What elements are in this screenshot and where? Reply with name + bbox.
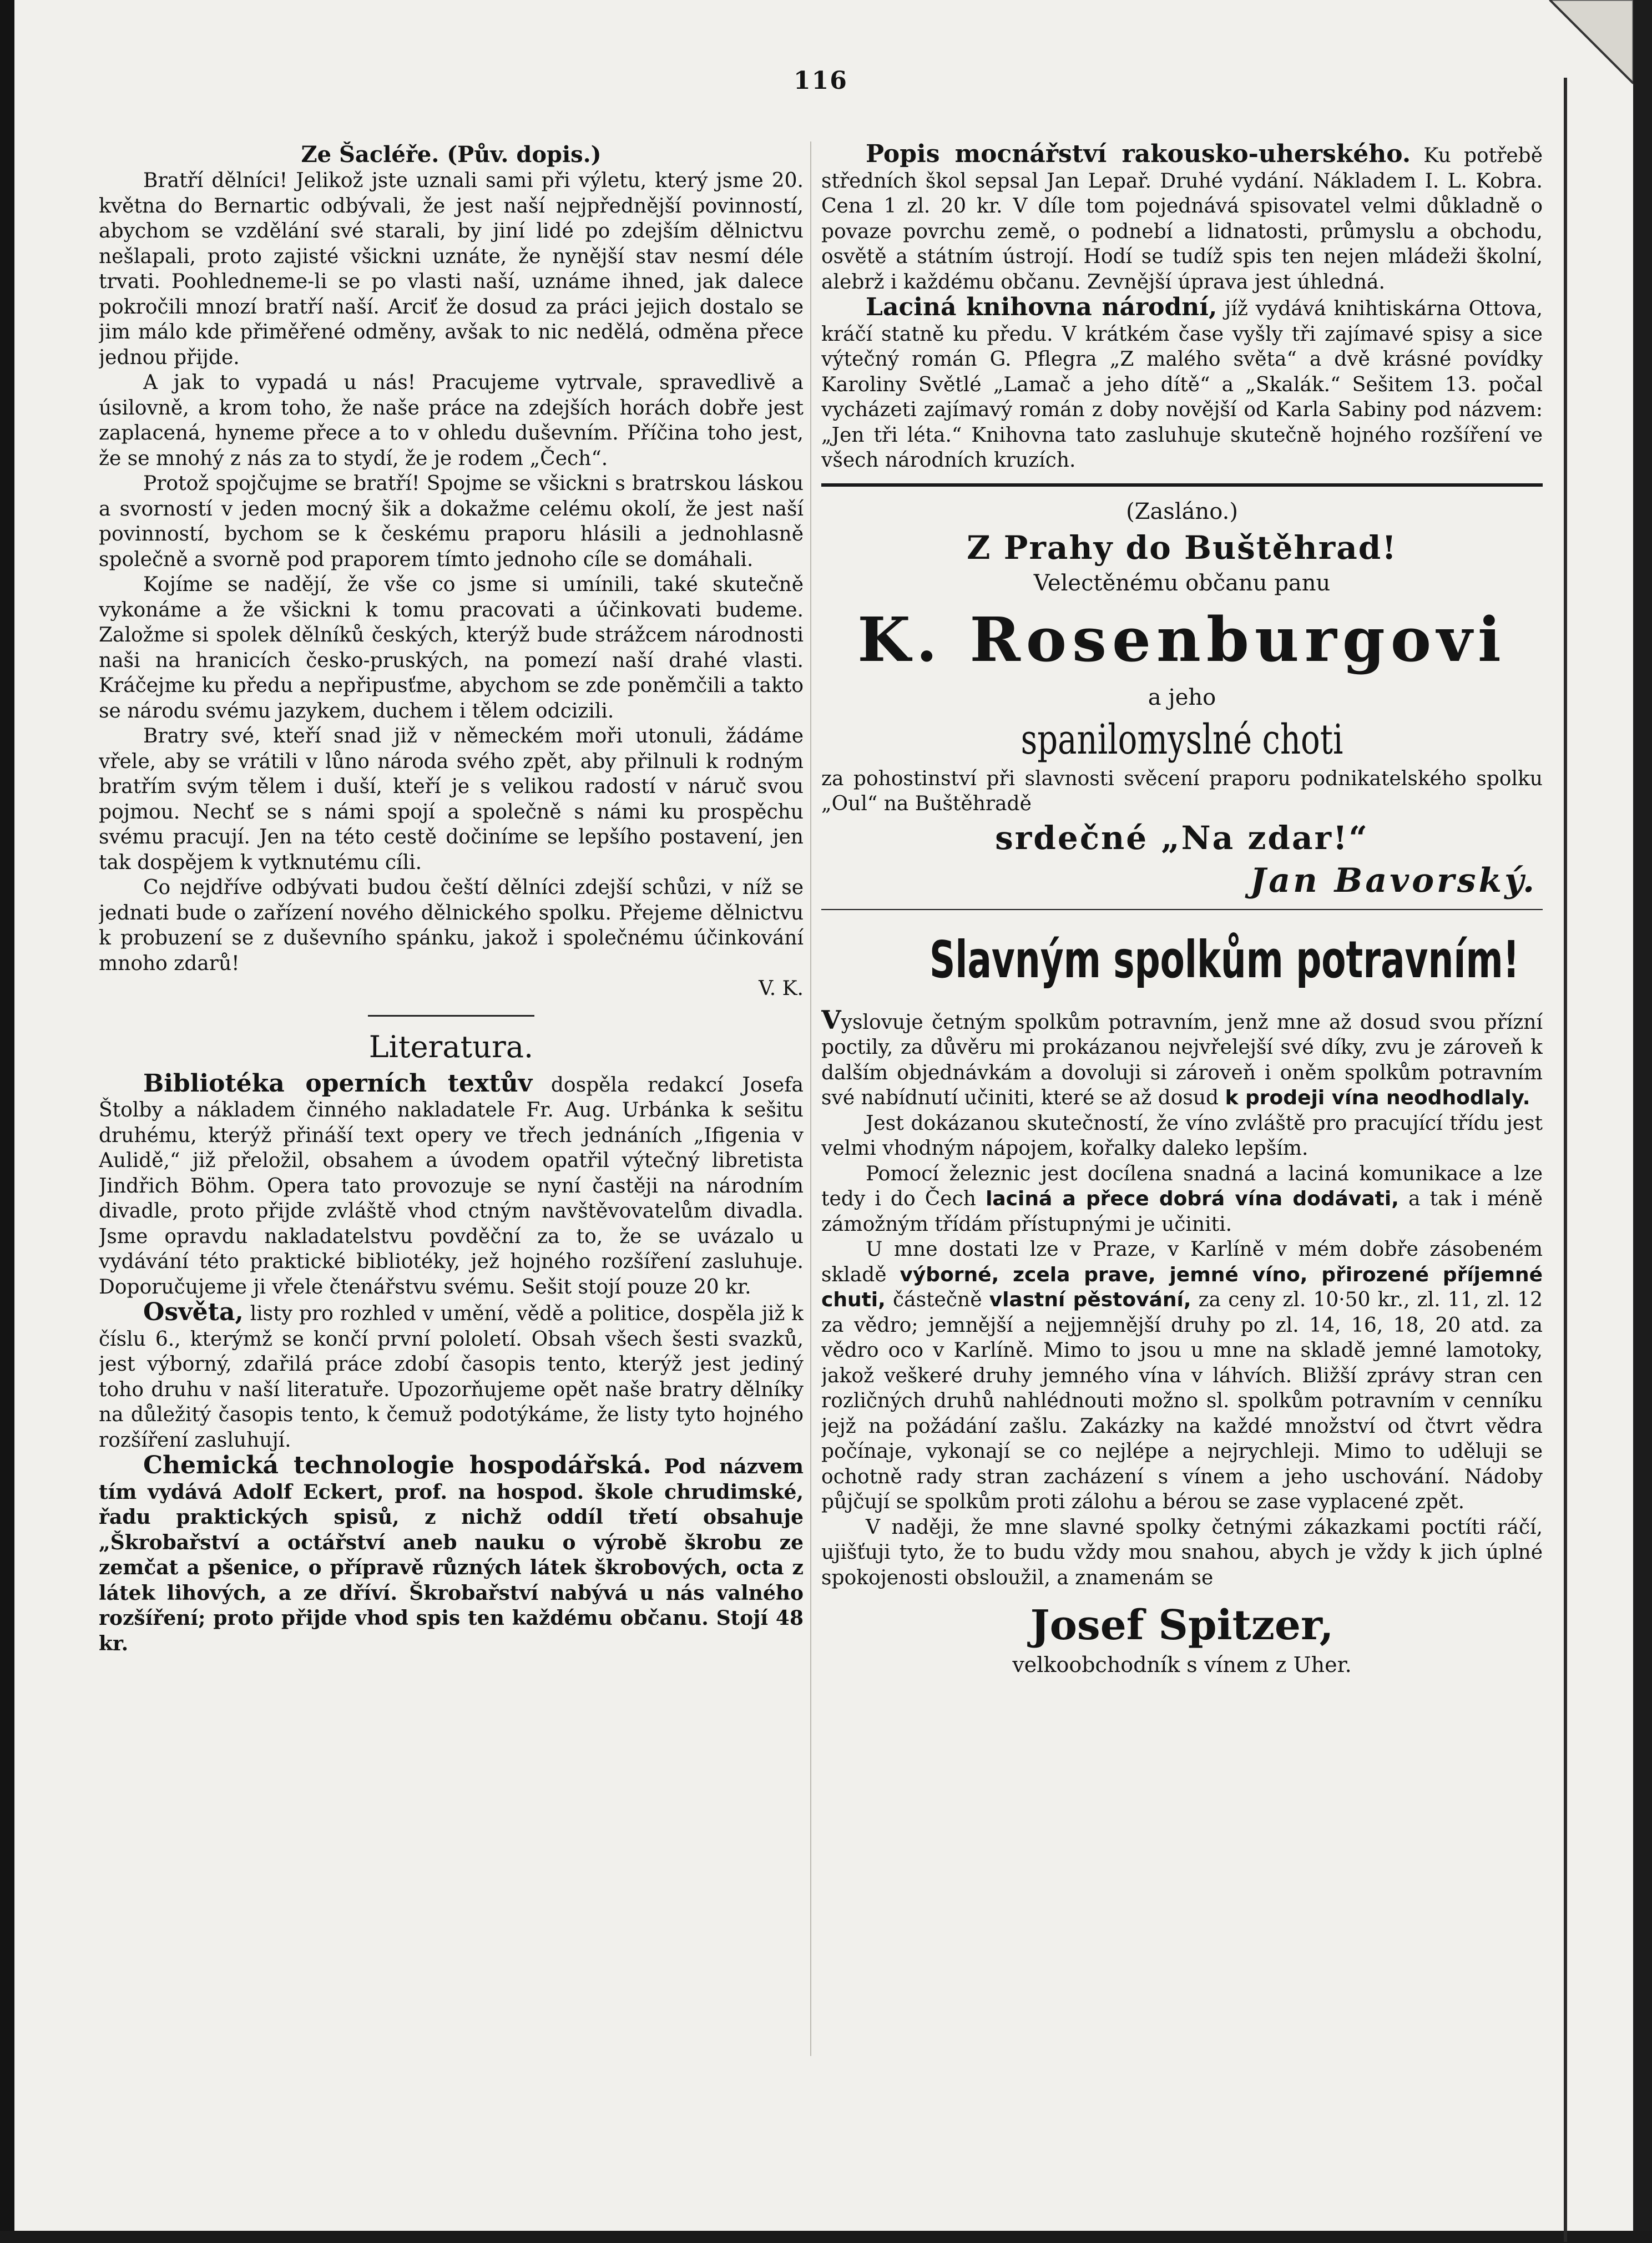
ad-text: Pomocí železnic jest docílena snadná a laciná komunikace a lze tedy i do Čech	[821, 1162, 1543, 1210]
notice-lead: Popis mocnářství rakousko-uherského.	[866, 142, 1411, 168]
wine-advertisement	[821, 927, 1543, 1679]
scan-border-bottom	[0, 2231, 1652, 2243]
section-rule	[821, 483, 1543, 487]
left-column	[99, 142, 804, 2189]
ad-text: a tak i méně zámožným třídám přístupnými je učiniti.	[821, 1188, 1543, 1236]
literature-entry	[99, 1071, 804, 1300]
folded-corner	[1539, 0, 1633, 94]
notice-text: jíž vydává knihtiskárna Ottova, kráčí statně ku předu. V krátkém čase vyšly tři zajímavé spisy a sice výtečný román G. Pflegra „Z malého světa“ a dvě krásné povídky Karoliny Světlé „Lamač a jeho dítě“ a „Skalák.“ Sešitem 13. počal vycházeti zajímavý román z doby novější od Karla Sabiny pod názvem: „Jen tři léta.“ Knihovna tato zasluhuje skutečně hojného rozšíření ve všech národních kruzích.	[821, 297, 1543, 472]
dropcap: V	[821, 1004, 841, 1035]
letter-paragraph: Kojíme se nadějí, že vše co jsme si umínili, také skutečně vykonáme a že všickni k tomu pracovati a účinkovati budeme. Založme si spolek dělníků českých, kterýž bude strážcem národnosti naši na hranicích česko-pruských, na pomezí naší drahé vlasti. Kráčejme ku předu a nepřipusťme, abychom se zde poněmčili a takto se národu svému jazykem, duchem i tělem odcizili.	[99, 573, 804, 723]
letter-paragraph: A jak to vypadá u nás! Pracujeme vytrvale, spravedlivě a úsilovně, a krom toho, že naše práce na zdejších horách dobře jest zaplacená, hyneme přece a to v ohledu duševním. Příčina toho jest, že se mnohý z nás za to stydí, že je rodem „Čech“.	[99, 371, 804, 470]
literature-heading: Literatura.	[368, 1029, 534, 1064]
literature-entry	[99, 1453, 804, 1656]
thanks-label: (Zasláno.)	[1126, 498, 1238, 524]
book-notices	[821, 142, 1543, 473]
entry-lead: Chemická technologie hospodářská.	[143, 1451, 651, 1479]
literature-section	[99, 1028, 804, 1657]
ad-emphasis: vlastní pěstování,	[989, 1289, 1191, 1311]
ad-emphasis: laciná a přece dobrá vína dodávati,	[986, 1188, 1399, 1210]
right-column	[821, 142, 1543, 2189]
ad-text: U mne dostati lze v Praze, v Karlíně v mém dobře zásobeném skladě	[821, 1238, 1543, 1286]
entry-text: dospěla redakcí Josefa Štolby a nákladem činného nakladatele Fr. Aug. Urbánka k sešitu druhému, kterýž přináší text opery ve třech jednáních „Ifigenia v Aulidě,“ již přeložil, obsahem a úvodem opatřil výtečný libretista Jindřich Böhm. Opera tato provozuje se nyní častěji na národním divadle, proto přijde zvláště vhod ctným navštěvovatelům divadla. Jsme opravdu nakladatelstvu povděční za to, že se uvázalo u vydávání této praktické bibliotéky, jež hojného rozšíření zasluhuje. Doporučujeme ji vřele čtenářstvu svému. Sešit stojí pouze 20 kr.	[99, 1073, 804, 1299]
letter-signature: V. K.	[759, 977, 804, 1000]
letter-paragraph: Bratry své, kteří snad již v německém moři utonuli, žádáme vřele, aby se vrátili v lůno národa svého zpět, aby přilnuli k rodným bratřím svým tělem i duší, kteří je s velikou radostí v náruč svou pojmou. Nechť se s námi spojí a společně s námi ku prospěchu svému pracují. Jen na této cestě dočiníme se lepšího postavení, jen tak dospějem k vytknutému cíli.	[99, 725, 804, 874]
thanks-body: za pohostinství při slavnosti svěcení praporu podnikatelského spolku „Oul“ na Buštěhradě	[821, 767, 1543, 815]
literature-entry	[99, 1300, 804, 1453]
letter-paragraph: Bratří dělníci! Jelikož jste uznali sami při výletu, který jsme 20. května do Bernartic odbývali, že jest naší nejpřednější povinností, abychom se vzdělání své starali, by jiní lidé po zdejším dělnictvu nešlapali, proto zajisté všickni uznáte, že nynější stav nesmí déle trvati. Poohledneme-li se po vlasti naší, uznáme ihned, jak dalece pokročili mnozí bratří naší. Arciť že dosud za práci jejich dostalo se jim málo kde přiměřené odměny, avšak to nic nedělá, odměna přece jednou přijde.	[99, 169, 804, 369]
thanks-recipient: K. Rosenburgovi	[857, 603, 1507, 675]
ad-emphasis: výborné, zcela prave, jemné víno, přirozené příjemné chuti,	[821, 1263, 1543, 1311]
ad-text: yslovuje četným spolkům potravním, jenž mne až dosud svou přízní poctily, za důvěru mi prokázanou nejvřelejší své díky, zvu je zároveň k dalším objednávkám a dovoluji si zároveň i oněm spolkům potravním své nabídnutí učiniti, které se až dosud	[821, 1011, 1543, 1109]
thanks-headline: Z Prahy do Buštěhrad!	[967, 528, 1397, 567]
book-notice	[821, 295, 1543, 473]
ad-paragraph: V naději, že mne slavné spolky četnými zákazkami poctíti ráčí, ujišťuji tyto, že to budu vždy mou snahou, abych je vždy k jich úplné spokojenosti obsloužil, a znamenám se	[821, 1515, 1543, 1589]
ad-headline: Slavným spolkům potravním!	[929, 929, 1519, 989]
thanks-notice	[821, 497, 1543, 902]
notice-lead: Laciná knihovna národní,	[866, 293, 1217, 321]
thanks-address: Velectěnému občanu panu	[1033, 570, 1331, 596]
section-rule	[821, 909, 1543, 910]
entry-lead: Osvěta,	[143, 1298, 244, 1326]
letter-paragraph: Protož spojčujme se bratří! Spojme se všickni s bratrskou láskou a svorností v jeden mocný šik a dokažme celému okolí, že jest naší povinností, bychom se k českému praporu hlásili a jednohlasně společně a svorně pod praporem tímto jednoho cíle se domáhali.	[99, 472, 804, 571]
letter-article	[99, 142, 804, 1017]
ad-emphasis: k prodeji vína neodhodlaly.	[1225, 1087, 1530, 1109]
thanks-signer: Jan Bavorský.	[1250, 861, 1537, 900]
column-separator	[810, 142, 811, 2056]
thanks-conjunction: a jeho	[1148, 684, 1216, 710]
book-notice	[821, 142, 1543, 295]
letter-title: Ze Šacléře. (Pův. dopis.)	[301, 142, 602, 168]
ad-signer: Josef Spitzer,	[1030, 1602, 1334, 1649]
entry-text: Pod názvem tím vydává Adolf Eckert, prof. na hospod. škole chrudimské, řadu praktických spisů, z nichž oddíl třetí obsahuje „Škrobařství a octářství aneb nauku o výrobě škrobu ze zemčat a pšenice, o přípravě různých látek škrobových, octa z látek lihových, a ze dříví. Škrobařství nabývá u nás valného rozšíření; proto přijde vhod spis ten každému občanu. Stojí 48 kr.	[99, 1455, 804, 1655]
letter-paragraph: Co nejdříve odbývati budou čeští dělníci zdejší schůzi, v níž se jednati bude o zařízení nového dělnického spolku. Přejeme dělnictvu k probuzení se z duševního spánku, jakož i společnému účinkování mnoho zdarů!	[99, 876, 804, 975]
page-number: 116	[794, 67, 848, 95]
ad-paragraph: Jest dokázanou skutečností, že víno zvláště pro pracující třídu jest velmi vhodným nápojem, kořalky daleko lepším.	[821, 1112, 1543, 1160]
ad-text: za ceny zl. 10·50 kr., zl. 11, zl. 12 za vědro; jemnější a nejjemnější druhy po zl. 14, 16, 18, 20 atd. za vědro oco v Karlíně. Mimo to jsou u mne na skladě jemné lamotoky, jakož veškeré druhy jemného vína v láhvích. Bližší zprávy stran cen rozličných druhů nahlédnouti možno sl. spolkům potravním v cenníku jejž na požádání zašlu. Zakázky na každé množství od čtvrt vědra počínaje, vykonají se co nejlépe a nejrychleji. Mimo to uděluji se ochotně rady stran zacházení s vínem a jeho uschování. Nádoby půjčují se spolkům proti zálohu a bérou se zase vyplacené zpět.	[821, 1289, 1543, 1513]
entry-lead: Bibliotéka operních textův	[143, 1069, 533, 1098]
entry-text: listy pro rozhled v umění, vědě a politice, dospěla již k číslu 6., kterýmž se končí první pololetí. Obsah všech šesti svazků, jest výborný, zdařilá práce zdobí časopis tento, kterýž jest jediný toho druhu v naší literatuře. Upozorňujeme opět naše bratry dělníky na důležitý časopis tento, k čemuž podotýkáme, že listy tyto hojného rozšíření zasluhují.	[99, 1302, 804, 1452]
thanks-greeting: srdečné „Na zdar!“	[995, 819, 1369, 857]
notice-text: Ku potřebě středních škol sepsal Jan Lepař. Druhé vydání. Nákladem I. L. Kobra. Cena 1 zl. 20 kr. V díle tom pojednává spisovatel velmi důkladně o povaze povrchu země, o podnebí a lidnatosti, průmyslu a obchodu, osvětě a státním ústrojí. Hodí se tudíž spis ten nejen mládeži školní, alebrž i každému občanu. Zevnější úprava jest úhledná.	[821, 144, 1543, 294]
scan-border-left	[0, 0, 14, 2243]
divider	[368, 1015, 534, 1017]
page-edge-rule	[1564, 78, 1567, 2242]
ad-paragraph	[821, 1161, 1543, 1237]
scan-border-right	[1633, 0, 1652, 2243]
ad-paragraph	[821, 1004, 1543, 1111]
ad-signer-title: velkoobchodník s vínem z Uher.	[1012, 1653, 1352, 1677]
ad-text: částečně	[892, 1289, 982, 1311]
thanks-spouse: spanilomyslné choti	[1020, 715, 1343, 764]
ad-paragraph	[821, 1237, 1543, 1515]
